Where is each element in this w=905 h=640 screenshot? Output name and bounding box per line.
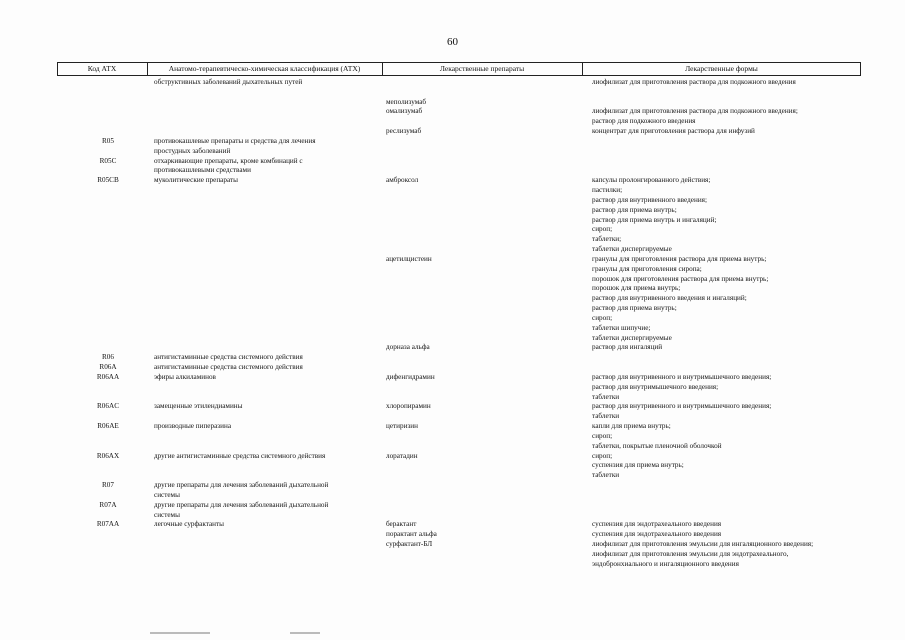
classification-cell — [154, 225, 386, 235]
dosage-form-cell: лиофилизат для приготовления раствора для подкожного введения; — [592, 107, 798, 116]
table-row — [0, 137, 905, 147]
classification-cell: противокашлевые препараты и средства для лечения — [154, 136, 316, 145]
atc-code-cell — [80, 383, 136, 393]
atc-code-cell: R05C — [99, 156, 117, 165]
classification-cell — [154, 117, 386, 127]
classification-cell — [154, 284, 386, 294]
classification-cell — [154, 186, 386, 196]
table-row — [0, 265, 905, 275]
atc-code-cell — [80, 245, 136, 255]
classification-cell — [154, 216, 386, 226]
drug-name-cell: амброксол — [386, 176, 419, 185]
table-row — [0, 216, 905, 226]
atc-code-cell — [80, 265, 136, 275]
dosage-form-cell — [592, 147, 882, 157]
drug-name-cell — [386, 225, 586, 235]
dosage-form-cell — [592, 501, 882, 511]
atc-code-cell — [80, 334, 136, 344]
drug-name-cell — [386, 166, 586, 176]
table-row — [0, 481, 905, 491]
atc-code-cell — [80, 343, 136, 353]
drug-name-cell: меполизумаб — [386, 97, 427, 106]
drug-name-cell — [386, 304, 586, 314]
dosage-form-cell — [592, 157, 882, 167]
dosage-form-cell: лиофилизат для приготовления эмульсии для эндотрахеального, — [592, 549, 789, 558]
classification-cell: простудных заболеваний — [154, 146, 231, 155]
table-row — [0, 127, 905, 137]
classification-cell — [154, 471, 386, 481]
classification-cell — [154, 265, 386, 275]
table-row — [0, 393, 905, 403]
table-row — [0, 520, 905, 530]
drug-name-cell — [386, 471, 586, 481]
atc-code-cell — [80, 471, 136, 481]
table-row — [0, 166, 905, 176]
classification-cell: легочные сурфактанты — [154, 520, 224, 529]
atc-code-cell: R06AE — [97, 422, 119, 431]
classification-cell — [154, 432, 386, 442]
table-row — [0, 304, 905, 314]
atc-code-cell — [80, 412, 136, 422]
classification-cell — [154, 107, 386, 117]
classification-cell: эфиры алкиламинов — [154, 372, 216, 381]
atc-code-cell: R05 — [102, 136, 114, 145]
atc-code-cell — [80, 324, 136, 334]
table-row — [0, 324, 905, 334]
atc-code-cell: R06AA — [96, 372, 120, 381]
header-atc-classification: Анатомо-терапевтическо-химическая классификация (АТХ) — [168, 64, 361, 73]
drug-name-cell — [386, 442, 586, 452]
drug-name-cell — [386, 117, 586, 127]
atc-code-cell — [80, 432, 136, 442]
table-row — [0, 88, 905, 98]
dosage-form-cell: суспензия для эндотрахеального введения — [592, 530, 722, 539]
atc-code-cell — [80, 530, 136, 540]
dosage-form-cell: сироп; — [592, 451, 613, 460]
table-row — [0, 314, 905, 324]
dosage-form-cell: таблетки диспергируемые — [592, 245, 672, 254]
drug-name-cell — [386, 511, 586, 521]
header-dosage-forms: Лекарственные формы — [685, 64, 758, 73]
dosage-form-cell: сироп; — [592, 313, 613, 322]
drug-name-cell — [386, 275, 586, 285]
classification-cell — [154, 206, 386, 216]
dosage-form-cell: раствор для внутривенного введения и ингаляций; — [592, 294, 747, 303]
dosage-form-cell: порошок для приготовления раствора для приема внутрь; — [592, 274, 769, 283]
atc-code-cell — [80, 255, 136, 265]
table-row — [0, 176, 905, 186]
table-row — [0, 235, 905, 245]
dosage-form-cell: суспензия для приема внутрь; — [592, 461, 684, 470]
drug-name-cell: омализумаб — [386, 107, 423, 116]
dosage-form-cell — [592, 137, 882, 147]
dosage-form-cell: таблетки диспергируемые — [592, 333, 672, 342]
dosage-form-cell — [592, 511, 882, 521]
classification-cell: антигистаминные средства системного действия — [154, 363, 303, 372]
atc-code-cell — [80, 78, 136, 88]
classification-cell: отхаркивающие препараты, кроме комбинаций с — [154, 156, 303, 165]
drug-name-cell — [386, 216, 586, 226]
table-row — [0, 78, 905, 88]
drug-name-cell — [386, 284, 586, 294]
table-row — [0, 294, 905, 304]
drug-name-cell: сурфактант-БЛ — [386, 540, 433, 548]
drug-name-cell — [386, 363, 586, 373]
classification-cell — [154, 294, 386, 304]
dosage-form-cell — [592, 353, 882, 363]
drug-name-cell: ацетилцистеин — [386, 254, 432, 263]
table-row — [0, 501, 905, 511]
dosage-form-cell: таблетки — [592, 392, 620, 401]
atc-code-cell — [80, 225, 136, 235]
table-row — [0, 225, 905, 235]
classification-cell — [154, 461, 386, 471]
classification-cell: производные пиперазина — [154, 422, 232, 431]
atc-code-cell: R05CB — [97, 176, 119, 185]
table-row — [0, 334, 905, 344]
classification-cell — [154, 550, 386, 560]
drug-name-cell — [386, 491, 586, 501]
atc-code-cell — [80, 314, 136, 324]
table-row — [0, 196, 905, 206]
drug-name-cell — [386, 353, 586, 363]
dosage-form-cell: таблетки — [592, 471, 620, 480]
atc-code-cell — [80, 107, 136, 117]
drug-name-cell: дорназа альфа — [386, 343, 430, 352]
table-row — [0, 511, 905, 521]
classification-cell — [154, 334, 386, 344]
classification-cell — [154, 275, 386, 285]
dosage-form-cell: таблетки — [592, 412, 620, 421]
dosage-form-cell — [592, 363, 882, 373]
atc-code-cell — [80, 186, 136, 196]
drug-name-cell — [386, 324, 586, 334]
classification-cell — [154, 304, 386, 314]
atc-code-cell — [80, 442, 136, 452]
drug-name-cell — [386, 235, 586, 245]
table-row — [0, 402, 905, 412]
atc-code-cell — [80, 196, 136, 206]
dosage-form-cell: гранулы для приготовления раствора для приема внутрь; — [592, 254, 767, 263]
dosage-form-cell: гранулы для приготовления сиропа; — [592, 264, 702, 273]
table-row — [0, 491, 905, 501]
drug-name-cell — [386, 560, 586, 570]
drug-name-cell: берактант — [386, 520, 417, 529]
atc-code-cell — [80, 88, 136, 98]
drug-name-cell — [386, 157, 586, 167]
dosage-form-cell: сироп; — [592, 431, 613, 440]
table-row — [0, 206, 905, 216]
classification-cell: другие антигистаминные средства системного действия — [154, 451, 326, 460]
dosage-form-cell: сироп; — [592, 225, 613, 234]
dosage-form-cell — [592, 481, 882, 491]
atc-code-cell — [80, 540, 136, 550]
drug-name-cell — [386, 383, 586, 393]
classification-cell: обструктивных заболеваний дыхательных путей — [154, 78, 303, 86]
drug-name-cell: реслизумаб — [386, 127, 422, 136]
drug-name-cell — [386, 78, 586, 88]
drug-name-cell — [386, 294, 586, 304]
atc-code-cell: R06A — [99, 363, 117, 372]
atc-code-cell — [80, 216, 136, 226]
atc-code-cell — [80, 117, 136, 127]
classification-cell: муколитические препараты — [154, 176, 238, 185]
table-row — [0, 432, 905, 442]
table-row — [0, 353, 905, 363]
classification-cell — [154, 255, 386, 265]
atc-code-cell — [80, 550, 136, 560]
atc-code-cell — [80, 147, 136, 157]
classification-cell — [154, 343, 386, 353]
classification-cell — [154, 412, 386, 422]
table-row — [0, 147, 905, 157]
classification-cell: другие препараты для лечения заболеваний дыхательной — [154, 500, 329, 509]
page-number: 60 — [447, 36, 458, 48]
dosage-form-cell: раствор для приема внутрь и ингаляций; — [592, 215, 717, 224]
table-row — [0, 107, 905, 117]
table-row — [0, 412, 905, 422]
drug-name-cell — [386, 206, 586, 216]
drug-name-cell: дифенгидрамин — [386, 372, 435, 381]
drug-name-cell — [386, 334, 586, 344]
dosage-form-cell: раствор для ингаляций — [592, 343, 663, 352]
dosage-form-cell: таблетки шипучие; — [592, 323, 651, 332]
atc-code-cell: R06AX — [96, 451, 120, 460]
atc-code-cell: R06 — [102, 353, 114, 362]
classification-cell: системы — [154, 510, 180, 519]
classification-cell: другие препараты для лечения заболеваний дыхательной — [154, 481, 329, 490]
dosage-form-cell — [592, 98, 882, 108]
drug-name-cell — [386, 432, 586, 442]
header-drugs: Лекарственные препараты — [439, 64, 525, 73]
dosage-form-cell: раствор для приема внутрь; — [592, 304, 677, 313]
table-row — [0, 373, 905, 383]
drug-name-cell: порактант альфа — [386, 530, 437, 539]
dosage-form-cell: капли для приема внутрь; — [592, 422, 671, 431]
table-row — [0, 383, 905, 393]
table-row — [0, 343, 905, 353]
dosage-form-cell: раствор для внутримышечного введения; — [592, 382, 719, 391]
scan-mark — [150, 632, 210, 634]
atc-code-cell — [80, 304, 136, 314]
dosage-form-cell: капсулы пролонгированного действия; — [592, 176, 711, 185]
drug-name-cell — [386, 314, 586, 324]
atc-code-cell — [80, 560, 136, 570]
classification-cell — [154, 540, 386, 550]
dosage-form-cell: пастилки; — [592, 186, 623, 195]
classification-cell — [154, 235, 386, 245]
dosage-form-cell: лиофилизат для приготовления раствора для подкожного введения — [592, 78, 796, 86]
dosage-form-cell: эндобронхиального и ингаляционного введения — [592, 559, 739, 568]
drug-name-cell — [386, 137, 586, 147]
drug-name-cell — [386, 412, 586, 422]
atc-code-cell: R07 — [102, 481, 114, 490]
table-row — [0, 461, 905, 471]
drug-name-cell — [386, 265, 586, 275]
table-row — [0, 275, 905, 285]
scan-mark — [290, 632, 320, 634]
dosage-form-cell: раствор для внутривенного введения; — [592, 195, 707, 204]
classification-cell — [154, 393, 386, 403]
classification-cell: замещенные этилендиамины — [154, 402, 243, 411]
table-row — [0, 157, 905, 167]
table-row — [0, 540, 905, 550]
drug-name-cell: хлоропирамин — [386, 402, 431, 411]
classification-cell — [154, 442, 386, 452]
dosage-form-cell — [592, 166, 882, 176]
atc-code-cell — [80, 284, 136, 294]
classification-cell — [154, 560, 386, 570]
classification-cell — [154, 383, 386, 393]
classification-cell — [154, 245, 386, 255]
dosage-form-cell: таблетки, покрытые пленочной оболочкой — [592, 441, 722, 450]
dosage-form-cell: суспензия для эндотрахеального введения — [592, 520, 722, 529]
table-row — [0, 186, 905, 196]
atc-code-cell — [80, 294, 136, 304]
header-atc-code: Код АТХ — [87, 64, 117, 73]
drug-name-cell: лоратадин — [386, 451, 418, 460]
atc-code-cell — [80, 511, 136, 521]
table-row — [0, 442, 905, 452]
atc-code-cell — [80, 235, 136, 245]
dosage-form-cell: раствор для внутривенного и внутримышечного введения; — [592, 402, 772, 411]
atc-code-cell — [80, 393, 136, 403]
drug-name-cell — [386, 501, 586, 511]
classification-cell: системы — [154, 490, 180, 499]
table-row — [0, 560, 905, 570]
drug-name-cell — [386, 393, 586, 403]
dosage-form-cell: раствор для внутривенного и внутримышечного введения; — [592, 372, 772, 381]
drug-name-cell — [386, 147, 586, 157]
drug-name-cell — [386, 88, 586, 98]
atc-code-cell — [80, 98, 136, 108]
atc-code-cell — [80, 275, 136, 285]
classification-cell — [154, 196, 386, 206]
drug-name-cell: цетиризин — [386, 422, 418, 431]
classification-cell — [154, 127, 386, 137]
dosage-form-cell: концентрат для приготовления раствора для инфузий — [592, 127, 755, 136]
classification-cell: антигистаминные средства системного действия — [154, 353, 303, 362]
table-row — [0, 471, 905, 481]
table-row — [0, 452, 905, 462]
drug-name-cell — [386, 245, 586, 255]
drug-name-cell — [386, 186, 586, 196]
classification-cell: противокашлевыми средствами — [154, 166, 251, 175]
atc-code-cell — [80, 461, 136, 471]
table-row — [0, 117, 905, 127]
table-row — [0, 98, 905, 108]
table-row — [0, 422, 905, 432]
atc-code-cell — [80, 127, 136, 137]
table-row — [0, 255, 905, 265]
classification-cell — [154, 530, 386, 540]
atc-code-cell — [80, 491, 136, 501]
classification-cell — [154, 88, 386, 98]
dosage-form-cell: лиофилизат для приготовления эмульсии для ингаляционного введения; — [592, 540, 814, 548]
atc-code-cell — [80, 166, 136, 176]
dosage-form-cell — [592, 491, 882, 501]
drug-name-cell — [386, 196, 586, 206]
table-row — [0, 530, 905, 540]
dosage-form-cell: порошок для приема внутрь; — [592, 284, 681, 293]
dosage-form-cell — [592, 88, 882, 98]
atc-code-cell: R07A — [99, 500, 117, 509]
table-row — [0, 245, 905, 255]
dosage-form-cell: раствор для приема внутрь; — [592, 205, 677, 214]
table-row — [0, 550, 905, 560]
drug-name-cell — [386, 461, 586, 471]
atc-code-cell: R06AC — [97, 402, 119, 411]
drug-name-cell — [386, 550, 586, 560]
classification-cell — [154, 314, 386, 324]
dosage-form-cell: раствор для подкожного введения — [592, 117, 696, 126]
table-row — [0, 284, 905, 294]
atc-code-cell — [80, 206, 136, 216]
atc-code-cell: R07AA — [96, 520, 120, 529]
table-row — [0, 363, 905, 373]
classification-cell — [154, 324, 386, 334]
classification-cell — [154, 98, 386, 108]
drug-name-cell — [386, 481, 586, 491]
dosage-form-cell: таблетки; — [592, 235, 622, 244]
